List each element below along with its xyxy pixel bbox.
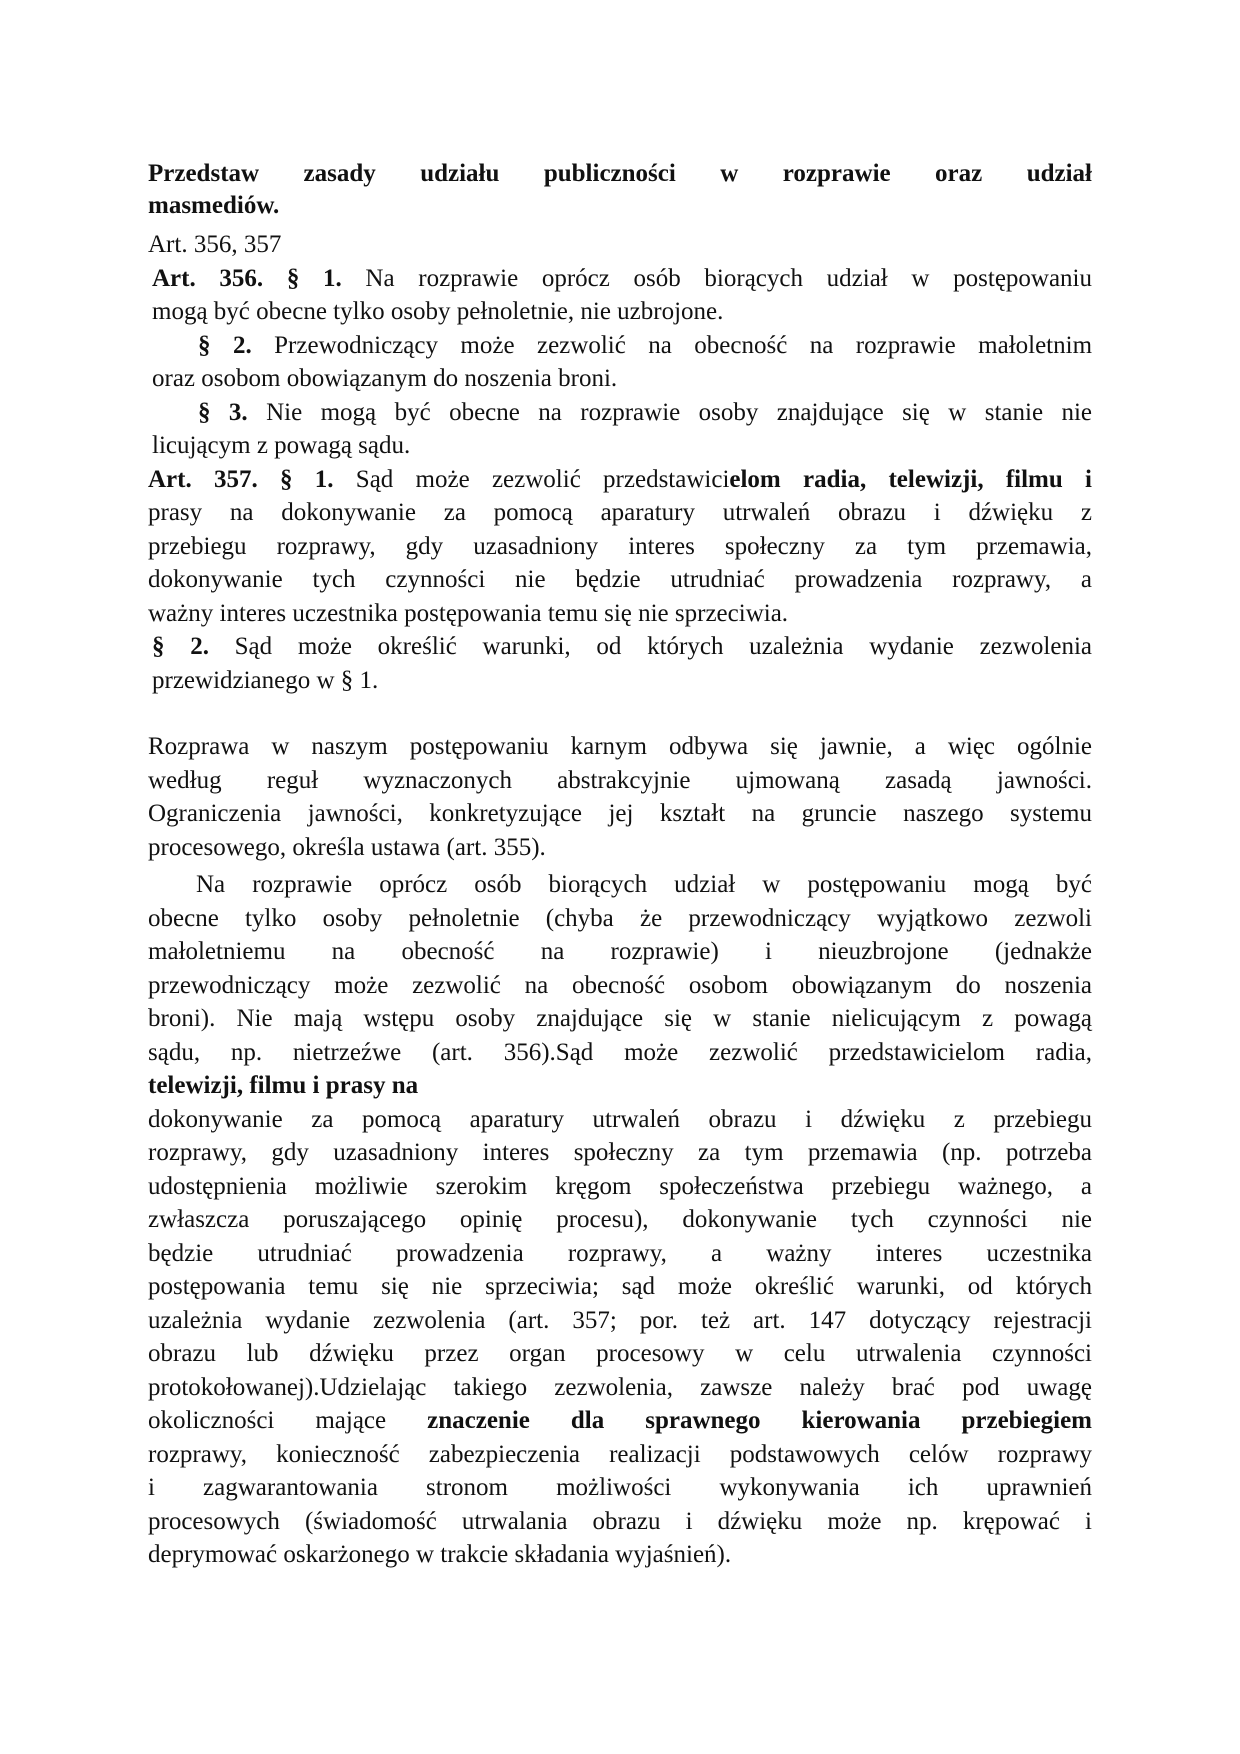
article-reference: Art. 356, 357 — [148, 231, 282, 258]
para3-line-12: i zagwarantowania stronom możliwości wykonywania ich uprawnień — [148, 1474, 1092, 1501]
art357-label: Art. 357. — [148, 465, 258, 493]
para1-line-4: procesowego, określa ustawa (art. 355). — [148, 833, 546, 861]
art356-p1-line-1 — [148, 262, 1092, 296]
document-page — [148, 158, 1092, 1572]
para3-line-11: rozprawy, konieczność zabezpieczenia realizacji podstawowych celów rozprawy — [148, 1440, 1092, 1468]
para1-line-2: według reguł wyznaczonych abstrakcyjnie ujmowaną zasadą jawności. — [148, 766, 1092, 794]
para3-line-10-text-b: znaczenie dla sprawnego kierowania przebiegiem — [427, 1407, 1092, 1434]
para3-line-6: postępowania temu się nie sprzeciwia; sąd może określić warunki, od których — [148, 1273, 1092, 1300]
paragraph-gap — [148, 697, 1092, 730]
para1-line-3: Ograniczenia jawności, konkretyzujące jej kształt na gruncie naszego systemu — [148, 800, 1092, 827]
art357-p2-text-1: Sąd może określić warunki, od których uzależnia wydanie zezwolenia — [234, 633, 1093, 660]
para3-line-9: protokołowanej).Udzielając takiego zezwolenia, zawsze należy brać pod uwagę — [148, 1373, 1092, 1401]
art356-p3-line-2: licującym z powagą sądu. — [152, 432, 411, 459]
art356-p3-line-1 — [148, 396, 1092, 430]
art357-p2-mark: § 2. — [152, 633, 209, 660]
art356-p1-line-2: mogą być obecne tylko osoby pełnoletnie, nie uzbrojone. — [152, 298, 724, 325]
para2-line-7: telewizji, filmu i prasy na — [148, 1072, 419, 1099]
art356-p2-mark: § 2. — [198, 331, 252, 359]
art356-p2-text-1: Przewodniczący może zezwolić na obecność na rozprawie małoletnim — [274, 331, 1093, 359]
para3-line-3: udostępnienia możliwie szerokim kręgom społeczeństwa przebiegu ważnego, a — [148, 1172, 1092, 1200]
art357-p1-line-3: przebiegu rozprawy, gdy uzasadniony interes społeczny za tym przemawia, — [148, 532, 1092, 560]
para3-line-10 — [148, 1404, 1092, 1438]
art356-p2-line-2: oraz osobom obowiązanym do noszenia broni. — [152, 365, 618, 392]
art357-p2-line-1 — [148, 630, 1092, 664]
art356-p3-text-1: Nie mogą być obecne na rozprawie osoby znajdujące się w stanie nie — [266, 398, 1093, 426]
para2-line-6: sądu, np. nietrzeźwe (art. 356).Sąd może zezwolić przedstawicielom radia, — [148, 1038, 1092, 1066]
art357-p1-line-4: dokonywanie tych czynności nie będzie utrudniać prowadzenia rozprawy, a — [148, 566, 1092, 593]
art356-p1-text-1: Na rozprawie oprócz osób biorących udział w postępowaniu — [365, 264, 1093, 292]
art356-p1-mark: § 1. — [286, 264, 342, 292]
para3-line-1: dokonywanie za pomocą aparatury utrwaleń obrazu i dźwięku z przebiegu — [148, 1105, 1092, 1133]
art357-p1-line-5: ważny interes uczestnika postępowania temu się nie sprzeciwia. — [148, 599, 789, 627]
para3-line-13: procesowych (świadomość utrwalania obrazu i dźwięku może np. krępować i — [148, 1507, 1092, 1535]
para3-line-8: obrazu lub dźwięku przez organ procesowy w celu utrwalenia czynności — [148, 1340, 1092, 1367]
art357-p1-mark: § 1. — [280, 465, 334, 493]
para1-line-1: Rozprawa w naszym postępowaniu karnym odbywa się jawnie, a więc ogólnie — [148, 733, 1092, 760]
art357-p2-line-2: przewidzianego w § 1. — [152, 666, 379, 694]
art357-p1-text-1b: elom radia, telewizji, filmu i — [729, 465, 1092, 493]
art356-p2-line-1 — [148, 329, 1092, 363]
art356-p3-mark: § 3. — [198, 398, 248, 426]
para2-line-5: broni). Nie mają wstępu osoby znajdujące się w stanie nielicującym z powagą — [148, 1005, 1092, 1032]
para2-line-2: obecne tylko osoby pełnoletnie (chyba że przewodniczący wyjątkowo zezwoli — [148, 904, 1092, 932]
para3-line-2: rozprawy, gdy uzasadniony interes społeczny za tym przemawia (np. potrzeba — [148, 1139, 1092, 1166]
para3-line-7: uzależnia wydanie zezwolenia (art. 357; por. też art. 147 dotyczący rejestracji — [148, 1306, 1092, 1334]
art356-label: Art. 356. — [152, 264, 264, 292]
art357-p1-line-1 — [148, 463, 1092, 497]
para2-line-3: małoletniemu na obecność na rozprawie) i nieuzbrojone (jednakże — [148, 938, 1092, 965]
para3-line-10-text-a: okoliczności mające — [148, 1407, 387, 1434]
para3-line-4: zwłaszcza poruszającego opinię procesu), dokonywanie tych czynności nie — [148, 1206, 1092, 1233]
para3-line-5: będzie utrudniać prowadzenia rozprawy, a ważny interes uczestnika — [148, 1239, 1092, 1267]
para2-line-4: przewodniczący może zezwolić na obecność osobom obowiązanym do noszenia — [148, 971, 1092, 999]
document-title-line-1: Przedstaw zasady udziału publiczności w rozprawie oraz udział — [148, 160, 1092, 187]
para2-line-1: Na rozprawie oprócz osób biorących udział w postępowaniu mogą być — [196, 871, 1092, 898]
document-title-line-2: masmediów. — [148, 192, 280, 219]
art357-p1-text-1a: Sąd może zezwolić przedstawici — [355, 465, 730, 493]
para3-line-14: deprymować oskarżonego w trakcie składania wyjaśnień). — [148, 1541, 732, 1568]
art357-p1-line-2: prasy na dokonywanie za pomocą aparatury utrwaleń obrazu i dźwięku z — [148, 499, 1092, 526]
